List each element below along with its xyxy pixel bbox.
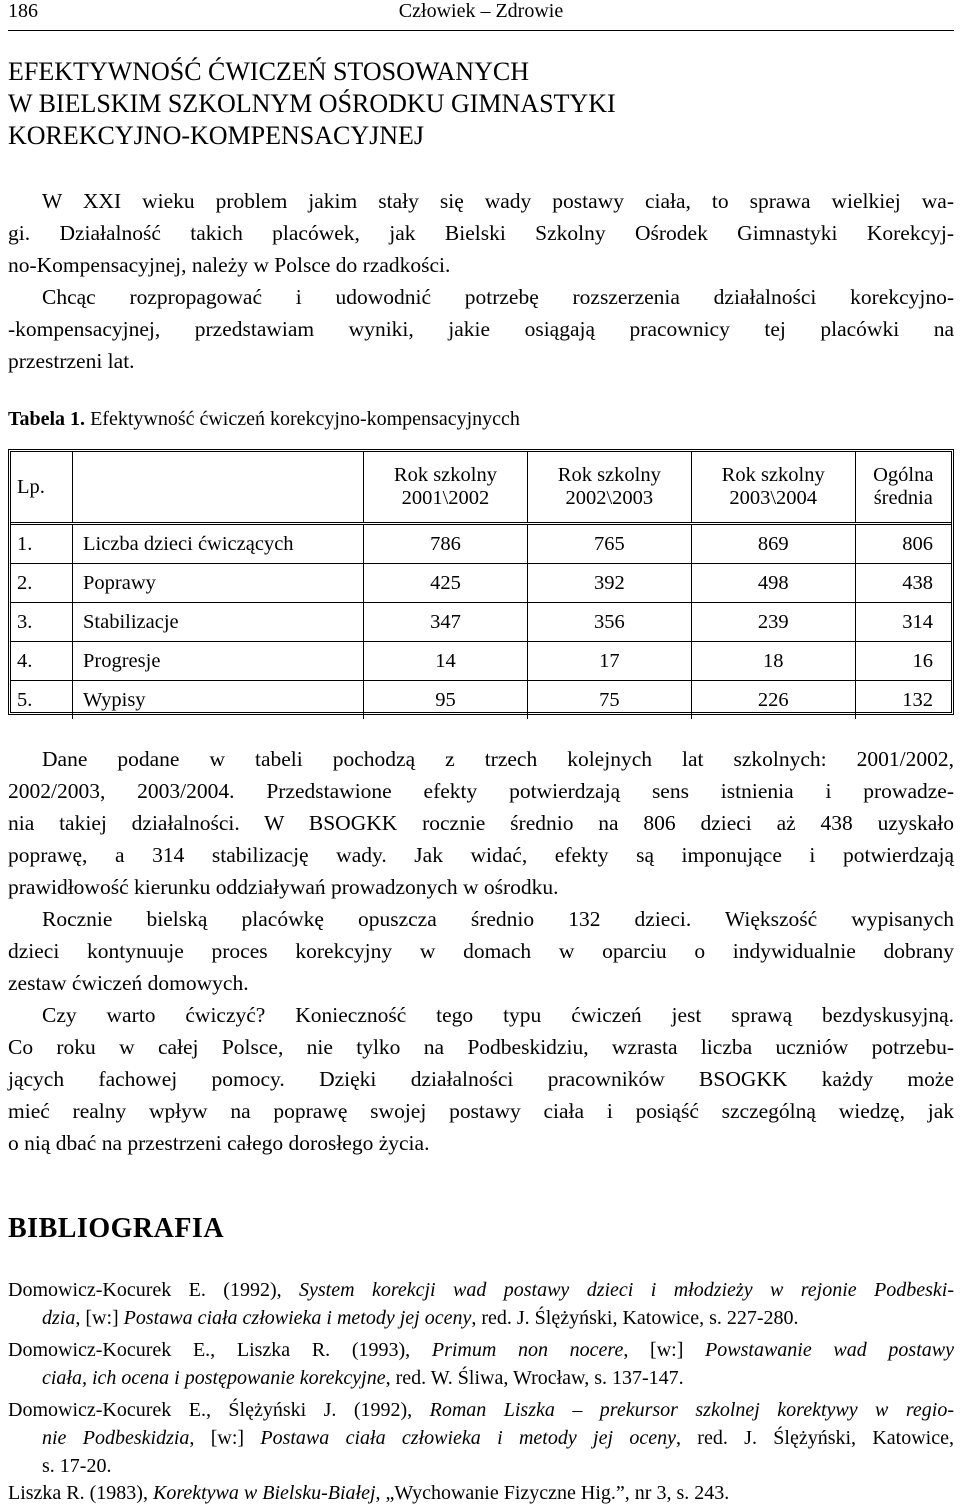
ref-line <box>8 1452 954 1480</box>
results-table <box>8 449 954 715</box>
cell-average: 438 <box>855 564 951 603</box>
cell-average: 16 <box>855 642 951 681</box>
header-rule <box>8 30 954 31</box>
ref-title-cont: nie Podbeskidzia <box>42 1427 190 1449</box>
ref-line <box>8 1336 954 1364</box>
text-line: gi. Działalność takich placówek, jak Bielski Szkolny Ośrodek Gimnastyki Korekcyj- <box>8 221 954 245</box>
text-line: o nią dbać na przestrzeni całego dorosłego życia. <box>8 1131 430 1155</box>
ref-title: Korektywa w Bielsku-Białej <box>152 1482 376 1504</box>
cell-lp: 4. <box>11 642 73 681</box>
table-caption-label: Tabela 1. <box>8 408 86 430</box>
header-year-2001 <box>364 452 528 524</box>
article-title-line: KOREKCYJNO-KOMPENSACYJNEJ <box>8 121 425 150</box>
cell-value: 425 <box>364 564 528 603</box>
ref-text: , [w:] <box>623 1339 706 1361</box>
cell-value: 95 <box>364 681 528 720</box>
table-caption <box>8 405 520 433</box>
cell-name: Progresje <box>73 642 364 681</box>
page-number: 186 <box>8 0 38 22</box>
table-row <box>11 642 951 681</box>
text-line: Dane podane w tabeli pochodzą z trzech kolejnych lat szkolnych: 2001/2002, <box>42 747 954 771</box>
ref-source: Powstawanie wad postawy <box>705 1339 954 1361</box>
cell-lp: 5. <box>11 681 73 720</box>
header-text: Rok szkolny <box>393 464 497 486</box>
ref-text: , red. J. Ślężyński, Katowice, <box>675 1427 954 1449</box>
ref-authors: Domowicz-Kocurek E. (1992), <box>8 1279 300 1301</box>
cell-value: 869 <box>691 524 855 564</box>
ref-authors: Liszka R. (1983), <box>8 1482 153 1504</box>
cell-value: 392 <box>527 564 691 603</box>
bibliography-entry <box>8 1479 954 1507</box>
intro-paragraph-2 <box>8 281 954 377</box>
header-text: Rok szkolny <box>721 464 825 486</box>
table-row <box>11 564 951 603</box>
ref-line <box>8 1479 954 1507</box>
ref-line <box>8 1364 954 1392</box>
cell-lp: 2. <box>11 564 73 603</box>
cell-value: 18 <box>691 642 855 681</box>
text-line: Czy warto ćwiczyć? Konieczność tego typu ćwiczeń jest sprawą bezdyskusyjną. <box>42 1003 954 1027</box>
header-year-2003 <box>691 452 855 524</box>
ref-text: , red. W. Śliwa, Wrocław, s. 137-147. <box>385 1367 684 1389</box>
cell-value: 75 <box>527 681 691 720</box>
text-line: poprawę, a 314 stabilizację wady. Jak widać, efekty są imponujące i potwierdzają <box>8 843 954 867</box>
text-line: zestaw ćwiczeń domowych. <box>8 971 249 995</box>
ref-title-cont: dzia <box>42 1307 76 1329</box>
text-line: 2002/2003, 2003/2004. Przedstawione efekty potwierdzają sens istnienia i prowadze- <box>8 779 954 803</box>
ref-source: Postawa ciała człowieka i metody jej oceny <box>123 1307 472 1329</box>
bibliography-entry <box>8 1276 954 1332</box>
ref-line <box>8 1304 954 1332</box>
cell-value: 14 <box>364 642 528 681</box>
text-line: dzieci kontynuuje proces korekcyjny w domach w oparciu o indywidualnie dobrany <box>8 939 954 963</box>
text-line: prawidłowość kierunku oddziaływań prowadzonych w ośrodku. <box>8 875 559 899</box>
ref-title: Roman Liszka – prekursor szkolnej korektywy w regio- <box>429 1399 954 1421</box>
header-year-2002 <box>527 452 691 524</box>
table-row <box>11 603 951 642</box>
text-line: Chcąc rozpropagować i udowodnić potrzebę rozszerzenia działalności korekcyjno- <box>42 285 954 309</box>
ref-title: System korekcji wad postawy dzieci i młodzieży w rejonie Podbeski- <box>299 1279 954 1301</box>
table-caption-text: Efektywność ćwiczeń korekcyjno-kompensacyjnycch <box>90 408 520 430</box>
text-line: przestrzeni lat. <box>8 349 135 373</box>
cell-value: 347 <box>364 603 528 642</box>
text-line: jących fachowej pomocy. Dzięki działalności pracowników BSOGKK każdy może <box>8 1067 954 1091</box>
bibliography-heading: BIBLIOGRAFIA <box>8 1213 225 1244</box>
ref-authors: Domowicz-Kocurek E., Liszka R. (1993), <box>8 1339 432 1361</box>
cell-value: 239 <box>691 603 855 642</box>
text-line: Co roku w całej Polsce, nie tylko na Podbeskidziu, wzrasta liczba uczniów potrzebu- <box>8 1035 954 1059</box>
cell-value: 498 <box>691 564 855 603</box>
header-text: 2001\2002 <box>401 487 490 509</box>
header-text: Rok szkolny <box>557 464 661 486</box>
bibliography-entry <box>8 1396 954 1480</box>
bibliography-entry <box>8 1336 954 1392</box>
cell-value: 786 <box>364 524 528 564</box>
table-header-row <box>11 452 951 524</box>
body-paragraph-1 <box>8 743 954 903</box>
ref-source: Postawa ciała człowieka i metody jej oceny <box>260 1427 676 1449</box>
text-line: W XXI wieku problem jakim stały się wady postawy ciała, to sprawa wielkiej wa- <box>42 189 954 213</box>
ref-source-cont: ciała, ich ocena i postępowanie korekcyjne <box>42 1367 386 1389</box>
body-paragraph-3 <box>8 999 954 1159</box>
cell-value: 765 <box>527 524 691 564</box>
header-lp: Lp. <box>11 452 73 524</box>
ref-text: , „Wychowanie Fizyczne Hig.”, nr 3, s. 243. <box>375 1482 730 1504</box>
ref-line <box>8 1276 954 1304</box>
header-blank <box>73 452 364 524</box>
running-title: Człowiek – Zdrowie <box>398 0 564 22</box>
table-row <box>11 524 951 564</box>
cell-average: 132 <box>855 681 951 720</box>
ref-pages: s. 17-20. <box>42 1455 112 1477</box>
text-line: no-Kompensacyjnej, należy w Polsce do rzadkości. <box>8 253 451 277</box>
text-line: -kompensacyjnej, przedstawiam wyniki, jakie osiągają pracownicy tej placówki na <box>8 317 954 341</box>
header-text: Ogólna <box>873 464 934 486</box>
text-line: mieć realny wpływ na poprawę swojej postawy ciała i posiąść szczególną wiedzę, jak <box>8 1099 954 1123</box>
ref-title: Primum non nocere <box>431 1339 624 1361</box>
body-paragraph-2 <box>8 903 954 999</box>
cell-value: 226 <box>691 681 855 720</box>
text-line: Rocznie bielską placówkę opuszcza średnio 132 dzieci. Większość wypisanych <box>42 907 954 931</box>
intro-paragraph-1 <box>8 185 954 281</box>
cell-lp: 1. <box>11 524 73 564</box>
cell-value: 17 <box>527 642 691 681</box>
page-header <box>8 0 954 30</box>
ref-line <box>8 1396 954 1424</box>
header-text: 2003\2004 <box>729 487 818 509</box>
cell-name: Stabilizacje <box>73 603 364 642</box>
article-title-line: EFEKTYWNOŚĆ ĆWICZEŃ STOSOWANYCH <box>8 57 529 86</box>
ref-text: , red. J. Ślężyński, Katowice, s. 227-280. <box>471 1307 799 1329</box>
article-title-line: W BIELSKIM SZKOLNYM OŚRODKU GIMNASTYKI <box>8 89 616 118</box>
article-title <box>8 56 954 152</box>
cell-name: Liczba dzieci ćwiczących <box>73 524 364 564</box>
ref-line <box>8 1424 954 1452</box>
cell-value: 356 <box>527 603 691 642</box>
cell-average: 806 <box>855 524 951 564</box>
table-row <box>11 681 951 720</box>
cell-name: Poprawy <box>73 564 364 603</box>
ref-text: , [w:] <box>189 1427 261 1449</box>
header-text: 2002\2003 <box>565 487 654 509</box>
cell-lp: 3. <box>11 603 73 642</box>
text-line: nia takiej działalności. W BSOGKK rocznie średnio na 806 dzieci aż 438 uzyskało <box>8 811 954 835</box>
cell-name: Wypisy <box>73 681 364 720</box>
header-average <box>855 452 951 524</box>
ref-authors: Domowicz-Kocurek E., Ślężyński J. (1992), <box>8 1399 430 1421</box>
cell-average: 314 <box>855 603 951 642</box>
ref-text: , [w:] <box>75 1307 124 1329</box>
header-text: średnia <box>873 487 933 509</box>
